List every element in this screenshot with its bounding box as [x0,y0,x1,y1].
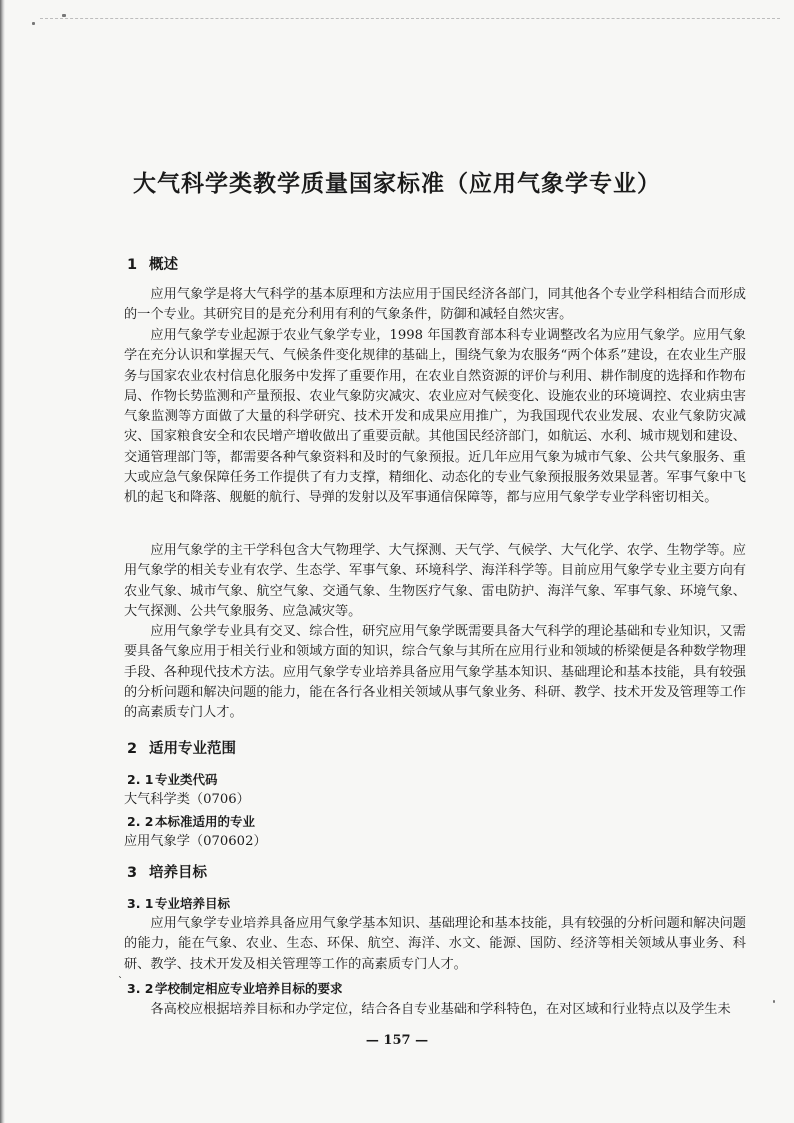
subsection-title: 本标准适用的专业 [155,814,256,829]
subsection-title: 专业培养目标 [155,896,231,911]
section-number: 2 [127,741,138,757]
section-number: 1 [127,257,138,273]
section-2-heading [127,737,236,758]
subsection-3-1-heading [127,894,230,912]
subsection-number: 2. 1 [127,772,154,787]
document-title: 大气科学类教学质量国家标准（应用气象学专业） [133,171,661,197]
subsection-text: 大气科学类（0706） [124,792,250,807]
section-title: 适用专业范围 [149,741,236,757]
paragraph: 各高校应根据培养目标和办学定位，结合各自专业基础和学科特色，在对区域和行业特点以及学生未 [150,1002,731,1017]
subsection-text: 应用气象学（070602） [124,834,267,849]
subsection-2-2-heading [127,812,255,830]
paragraph: 应用气象学专业具有交叉、综合性，研究应用气象学既需要具备大气科学的理论基础和专业知识，又需要具备气象应用于相关行业和领域方面的知识，综合气象与其所在应用行业和领域的桥梁便是各种数学物理手段、各种现代技术方法。应用气象学专业培养具备应用气象学基本知识、基础理论和基本技能，具有较强的分析问题和解决问题的能力，能在各行各业相关领域从事气象业务、科研、教学、技术开发及管理等工作的高素质专门人才。 [124,624,746,721]
subsection-title: 学校制定相应专业培养目标的要求 [155,981,343,996]
subsection-number: 2. 2 [127,814,154,829]
section-number: 3 [127,865,138,881]
paragraph: 应用气象学是将大气科学的基本原理和方法应用于国民经济各部门，同其他各个专业学科相结合而形成的一个专业。其研究目的是充分利用有利的气象条件，防御和减轻自然灾害。 [124,287,746,323]
section-3-heading [127,861,207,882]
paragraph: 应用气象学的主干学科包含大气物理学、大气探测、天气学、气候学、大气化学、农学、生物学等。应用气象学的相关专业有农学、生态学、军事气象、环境科学、海洋科学等。目前应用气象学专业主要方向有农业气象、城市气象、航空气象、交通气象、生物医疗气象、雷电防护、海洋气象、军事气象、环境气象、大气探测、公共气象服务、应急减灾等。 [124,543,746,619]
subsection-number: 3. 2 [127,981,154,996]
subsection-title: 专业类代码 [155,772,218,787]
section-title: 概述 [149,257,178,273]
subsection-2-1-heading [127,770,218,788]
paragraph: 应用气象学专业培养具备应用气象学基本知识、基础理论和基本技能，具有较强的分析问题和解决问题的能力，能在气象、农业、生态、环保、航空、海洋、水文、能源、国防、经济等相关领域从事业务、科研、教学、技术开发及相关管理等工作的高素质专门人才。 [124,916,746,972]
subsection-number: 3. 1 [127,896,154,911]
subsection-3-2-heading [118,976,343,997]
section-1-heading [127,253,178,274]
scan-mark: ` [118,976,123,987]
page-number: — 157 — [365,1033,429,1048]
paragraph: 应用气象学专业起源于农业气象学专业，1998 年国教育部本科专业调整改名为应用气象学。应用气象学在充分认识和掌握天气、气候条件变化规律的基础上，围绕气象为农服务“两个体系”建设，在农业生产服务与国家农业农村信息化服务中发挥了重要作用，在农业自然资源的评价与利用、耕作制度的选择和作物布局、作物长势监测和产量预报、农业气象防灾减灾、农业应对气候变化、设施农业的环境调控、农业病虫害气象监测等方面做了大量的科学研究、技术开发和成果应用推广，为我国现代农业发展、农业气象防灾减灾、国家粮食安全和农民增产增收做出了重要贡献。其他国民经济部门，如航运、水利、城市规划和建设、交通管理部门等，都需要各种气象资料和及时的气象预报。近几年应用气象为城市气象、公共气象服务、重大或应急气象保障任务工作提供了有力支撑，精细化、动态化的专业气象预报服务效果显著。军事气象中飞机的起飞和降落、舰艇的航行、导弹的发射以及军事通信保障等，都与应用气象学专业学科密切相关。 [124,328,746,506]
section-title: 培养目标 [149,865,207,881]
